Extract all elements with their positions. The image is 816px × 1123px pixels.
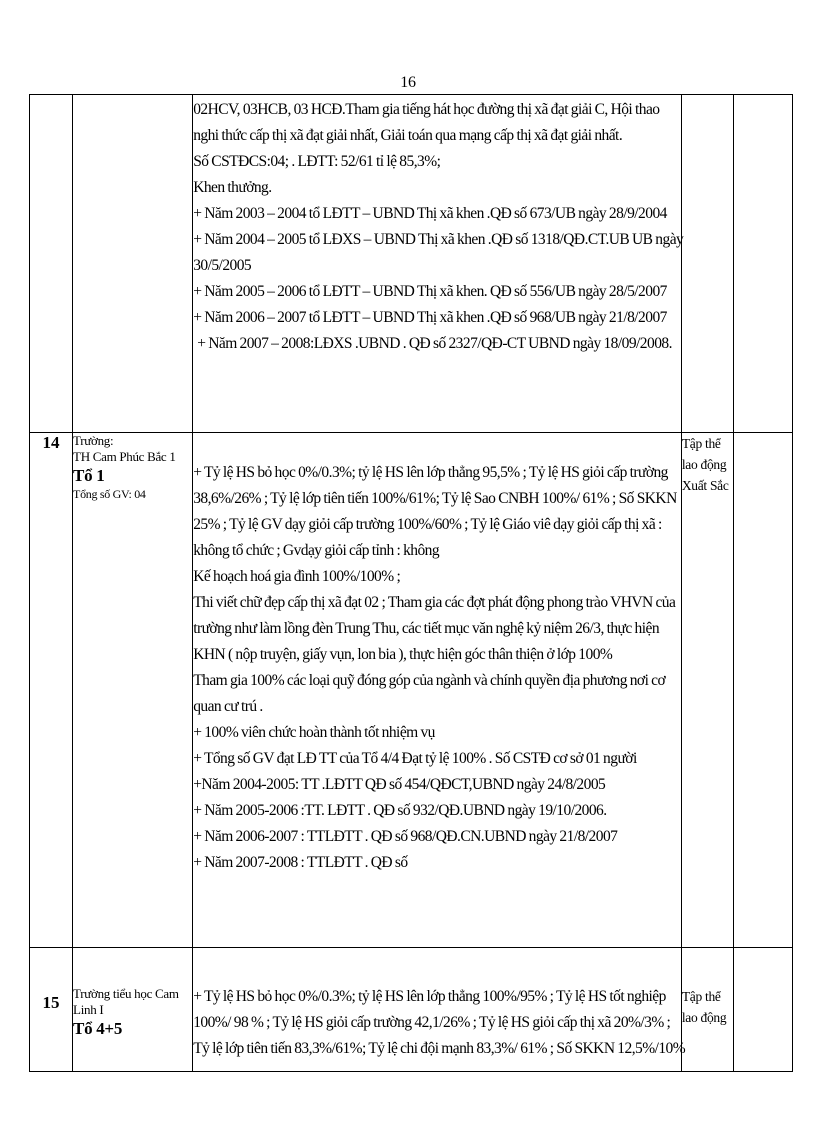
unit-school-label: Trường tiểu học Cam	[73, 986, 179, 1001]
content-line: 38,6%/26% ; Tỷ lệ lớp tiên tiến 100%/61%; Tỷ lệ Sao CNBH 100%/ 61% ; Số SKKN	[193, 490, 677, 507]
award-title-cell	[681, 95, 733, 433]
content-line: + 100% viên chức hoàn thành tốt nhiệm vụ	[193, 724, 435, 741]
unit-cell	[73, 95, 193, 433]
content-line: + Năm 2006 – 2007 tổ LĐTT – UBND Thị xã khen .QĐ số 968/UB ngày 21/8/2007	[193, 309, 667, 326]
content-line: + Năm 2003 – 2004 tổ LĐTT – UBND Thị xã khen .QĐ số 673/UB ngày 28/9/2004	[193, 205, 667, 222]
content-line: Khen thưởng.	[193, 179, 272, 196]
achievement-cell	[193, 948, 686, 1072]
content-line: Số CSTĐCS:04; . LĐTT: 52/61 tỉ lệ 85,3%;	[193, 153, 441, 170]
content-line: 02HCV, 03HCB, 03 HCĐ.Tham gia tiếng hát học đường thị xã đạt giải C, Hội thao	[193, 101, 660, 118]
content-line: trường như làm lồng đèn Trung Thu, các tiết mục văn nghệ kỷ niệm 26/3, thực hiện	[193, 620, 660, 637]
table-row	[30, 95, 793, 433]
content-line: + Năm 2004 – 2005 tổ LĐXS – UBND Thị xã khen .QĐ số 1318/QĐ.CT.UB UB ngày	[193, 231, 684, 248]
note-cell	[733, 948, 792, 1072]
content-line: 100%/ 98 % ; Tỷ lệ HS giỏi cấp trường 42,1/26% ; Tỷ lệ HS giỏi cấp thị xã 20%/3% ;	[193, 1014, 671, 1031]
content-line: quan cư trú .	[193, 698, 263, 715]
award-table	[29, 94, 793, 1072]
content-line: Tỷ lệ lớp tiên tiến 83,3%/61%; Tỷ lệ chi đội mạnh 83,3%/ 61% ; Số SKKN 12,5%/10%	[193, 1040, 686, 1057]
content-line: + Năm 2005 – 2006 tổ LĐTT – UBND Thị xã khen. QĐ số 556/UB ngày 28/5/2007	[193, 283, 667, 300]
content-line: nghi thức cấp thị xã đạt giải nhất, Giải toán qua mạng cấp thị xã đạt giải nhất.	[193, 127, 623, 144]
row-number: 14	[30, 433, 73, 948]
content-line: +Năm 2004-2005: TT .LĐTT QĐ số 454/QĐCT,UBND ngày 24/8/2005	[193, 776, 606, 793]
table-row	[30, 948, 793, 1072]
unit-school-name: Linh I	[73, 1002, 104, 1017]
achievement-cell	[193, 433, 682, 948]
content-line: + Tổng số GV đạt LĐ TT của Tổ 4/4 Đạt tỷ lệ 100% . Số CSTĐ cơ sở 01 người	[193, 750, 637, 767]
content-line: Thi viết chữ đẹp cấp thị xã đạt 02 ; Tham gia các đợt phát động phong trào VHVN của	[193, 594, 676, 611]
content-line: 25% ; Tỷ lệ GV dạy giỏi cấp trường 100%/60% ; Tỷ lệ Giáo viê dạy giỏi cấp thị xã :	[193, 516, 662, 533]
unit-group: Tổ 1	[73, 466, 105, 485]
content-line: + Năm 2005-2006 :TT. LĐTT . QĐ số 932/QĐ.UBND ngày 19/10/2006.	[193, 802, 607, 819]
achievement-cell	[193, 95, 682, 433]
content-line: không tổ chức ; Gvdạy giỏi cấp tỉnh : không	[193, 542, 440, 559]
note-cell	[733, 95, 792, 433]
unit-cell	[73, 948, 193, 1072]
unit-cell	[73, 433, 193, 948]
content-line: + Năm 2006-2007 : TTLĐTT . QĐ số 968/QĐ.CN.UBND ngày 21/8/2007	[193, 828, 618, 845]
page-number: 16	[400, 74, 416, 91]
row-number: 15	[30, 948, 73, 1072]
award-title-cell: Tập thể lao động Xuất Sắc	[681, 433, 733, 948]
table-row	[30, 433, 793, 948]
unit-school-name: TH Cam Phúc Bắc 1	[73, 449, 176, 464]
content-line: Kế hoạch hoá gia đình 100%/100% ;	[193, 568, 401, 585]
content-line: KHN ( nộp truyện, giấy vụn, lon bia ), thực hiện góc thân thiện ở lớp 100%	[193, 646, 613, 663]
content-line: + Tỷ lệ HS bỏ học 0%/0.3%; tỷ lệ HS lên lớp thẳng 100%/95% ; Tỷ lệ HS tốt nghiệp	[193, 988, 666, 1005]
unit-group: Tổ 4+5	[73, 1019, 123, 1038]
content-line: + Năm 2007 – 2008:LĐXS .UBND . QĐ số 2327/QĐ-CT UBND ngày 18/09/2008.	[197, 335, 672, 352]
award-title-cell: Tập thể lao động	[681, 948, 733, 1072]
row-number	[30, 95, 73, 433]
content-line: Tham gia 100% các loại quỹ đóng góp của ngành và chính quyền địa phương nơi cơ	[193, 672, 666, 689]
unit-teacher-count: Tổng số GV: 04	[73, 487, 146, 501]
note-cell	[733, 433, 792, 948]
content-line: + Tỷ lệ HS bỏ học 0%/0.3%; tỷ lệ HS lên lớp thẳng 95,5% ; Tỷ lệ HS giỏi cấp trường	[193, 464, 668, 481]
content-line: 30/5/2005	[193, 257, 252, 274]
content-line: + Năm 2007-2008 : TTLĐTT . QĐ số	[193, 854, 408, 871]
unit-school-label: Trường:	[73, 433, 114, 448]
